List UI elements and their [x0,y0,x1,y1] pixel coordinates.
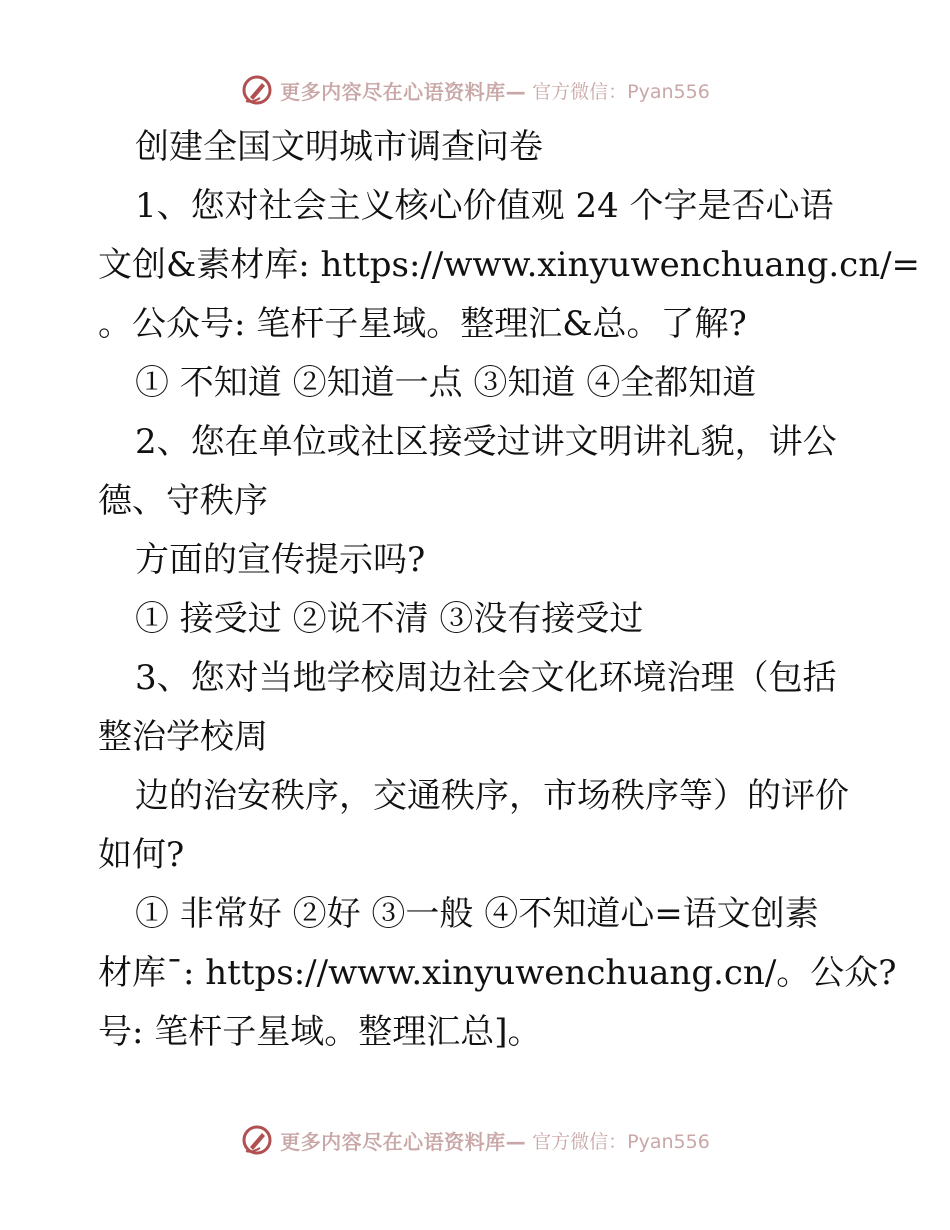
watermark-text: 更多内容尽在心语资料库— [280,1129,527,1154]
watermark-footer [0,1120,950,1160]
pen-logo-icon [240,1123,274,1157]
question-2-line-1: 2、您在单位或社区接受过讲文明讲礼貌，讲公 [135,422,837,462]
doc-title: 创建全国文明城市调查问卷 [135,127,543,167]
question-3-line-6: 材库¯: https://www.xinyuwenchuang.cn/。公众? [98,953,897,993]
question-1-line-3: 。公众号: 笔杆子星域。整理汇&总。了解? [98,304,747,344]
question-3-line-3: 边的治安秩序，交通秩序，市场秩序等）的评价 [135,776,849,816]
question-3-line-4: 如何? [98,835,185,875]
question-3-line-2: 整治学校周 [98,717,268,757]
watermark-wechat: 官方微信：Pyan556 [532,80,710,103]
watermark-text: 更多内容尽在心语资料库— [280,79,527,104]
pen-logo-icon [240,73,274,107]
question-1-line-2: 文创&素材库: https://www.xinyuwenchuang.cn/= [98,245,921,285]
question-1-options: ① 不知道 ②知道一点 ③知道 ④全都知道 [135,363,757,403]
question-2-line-2: 德、守秩序 [98,481,268,521]
question-3-line-1: 3、您对当地学校周边社会文化环境治理（包括 [135,658,837,698]
question-3-options: ① 非常好 ②好 ③一般 ④不知道心=语文创素 [135,894,819,934]
question-2-line-3: 方面的宣传提示吗? [135,540,426,580]
question-1-line-1: 1、您对社会主义核心价值观 24 个字是否心语 [135,186,834,226]
watermark-header [0,70,950,110]
watermark-wechat: 官方微信：Pyan556 [532,1130,710,1153]
question-3-line-7: 号: 笔杆子星域。整理汇总]。 [98,1012,542,1052]
question-2-options: ① 接受过 ②说不清 ③没有接受过 [135,599,644,639]
